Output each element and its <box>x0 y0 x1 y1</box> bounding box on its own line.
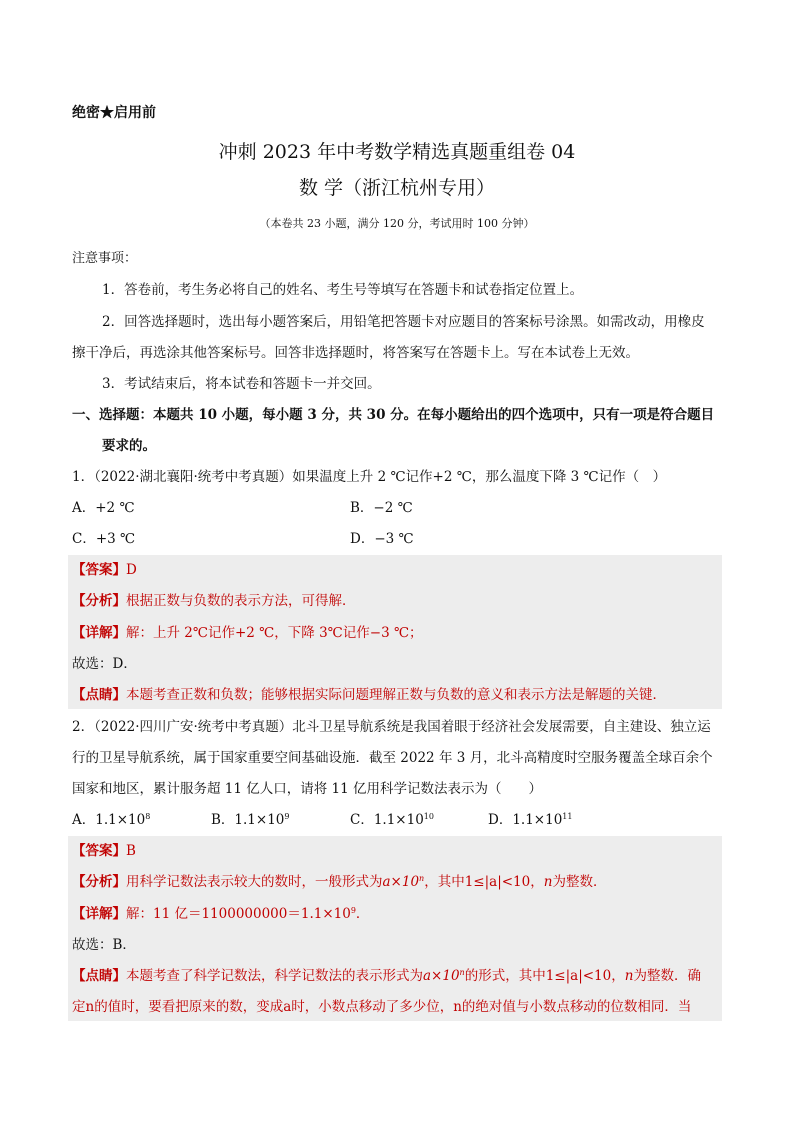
section-heading: 一、选择题：本题共 10 小题，每小题 3 分，共 30 分。在每小题给出的四个选项中，只有一项是符合题目 <box>72 407 715 423</box>
q1-analysis <box>72 592 356 610</box>
analysis-tag: 【分析】 <box>72 593 126 609</box>
detail-tag: 【详解】 <box>72 625 126 641</box>
section-heading-cont: 要求的。 <box>102 438 156 454</box>
q2-comment-line-2: 定n的值时，要看把原来的数，变成a时，小数点移动了多少位，n的绝对值与小数点移动的位数相同．当 <box>72 999 692 1015</box>
comment-tag: 【点睛】 <box>72 968 126 984</box>
q1-choose: 故选：D． <box>72 656 137 672</box>
q2-comment-line-1: 【点睛】本题考查了科学记数法，科学记数法的表示形式为$a\times 10^n$的形式，其中1≤|a|<10，n为整数．确 <box>72 968 701 984</box>
exam-info: （本卷共 23 小题，满分 120 分，考试用时 100 分钟） <box>259 217 535 230</box>
detail-tag: 【详解】 <box>72 906 126 922</box>
q1-answer-value: D <box>126 562 137 578</box>
q1-option-d: D．−3 ℃ <box>350 531 414 547</box>
notice-item-2: 2．回答选择题时，选出每小题答案后，用铅笔把答题卡对应题目的答案标号涂黑。如需改动，用橡皮 <box>102 314 705 330</box>
notice-heading: 注意事项： <box>72 251 138 266</box>
q1-option-c: C．+3 ℃ <box>72 531 136 547</box>
answer-tag: 【答案】 <box>72 562 126 578</box>
answer-tag: 【答案】 <box>72 843 126 859</box>
q2-stem-line-2: 行的卫星导航系统，属于国家重要空间基础设施．截至 2022 年 3 月，北斗高精度时空服务覆盖全球百余个 <box>72 750 713 766</box>
notice-item-2-cont: 擦干净后，再选涂其他答案标号。回答非选择题时，将答案写在答题卡上。写在本试卷上无效。 <box>72 345 639 361</box>
page-title: 冲刺 2023 年中考数学精选真题重组卷 04 <box>218 141 576 163</box>
q1-answer <box>72 561 137 579</box>
q2-answer-value: B <box>126 843 136 859</box>
q2-answer <box>72 842 136 860</box>
q1-stem: 1．（2022·湖北襄阳·统考中考真题）如果温度上升 2 ℃记作+2 ℃，那么温度下降 3 ℃记作（ ） <box>72 469 667 485</box>
confidential-label: 绝密★启用前 <box>72 105 156 121</box>
q2-detail: 【详解】解：11 亿$=1100000000=1.1\times 10^9$． <box>72 906 370 922</box>
q2-stem-line-3: 国家和地区，累计服务超 11 亿人口，请将 11 亿用科学记数法表示为（ ） <box>72 781 543 797</box>
notice-item-1: 1．答卷前，考生务必将自己的姓名、考生号等填写在答题卡和试卷指定位置上。 <box>102 282 584 298</box>
comment-tag: 【点睛】 <box>72 687 126 703</box>
analysis-tag: 【分析】 <box>72 874 126 890</box>
q1-comment-text: 本题考查正数和负数；能够根据实际问题理解正数与负数的意义和表示方法是解题的关键． <box>126 687 666 703</box>
notice-item-3: 3．考试结束后，将本试卷和答题卡一并交回。 <box>102 376 381 392</box>
q2-option-a: A．$1.1\times 10^8$ <box>72 812 151 828</box>
q2-analysis: 【分析】用科学记数法表示较大的数时，一般形式为$a\times 10^n$，其中1≤|a|<10，n为整数． <box>72 874 607 890</box>
page-subtitle: 数 学（浙江杭州专用） <box>298 177 496 199</box>
q1-analysis-text: 根据正数与负数的表示方法，可得解． <box>126 593 356 609</box>
q1-detail <box>72 624 423 642</box>
q1-detail-text: 解：上升 2℃记作+2 ℃，下降 3℃记作−3 ℃； <box>126 625 423 641</box>
q1-comment <box>72 686 666 704</box>
q2-option-d: D．$1.1\times 10^{11}$ <box>488 812 573 828</box>
q2-option-b: B．$1.1\times 10^9$ <box>211 812 290 828</box>
q2-solution-box <box>68 836 722 1021</box>
q2-option-c: C．$1.1\times 10^{10}$ <box>350 812 434 828</box>
q1-option-a: A．+2 ℃ <box>72 500 135 516</box>
q2-stem-line-1: 2．（2022·四川广安·统考中考真题）北斗卫星导航系统是我国着眼于经济社会发展需要，自主建设、独立运 <box>72 719 711 735</box>
q2-choose: 故选：B． <box>72 937 136 953</box>
q1-option-b: B．−2 ℃ <box>350 500 413 516</box>
